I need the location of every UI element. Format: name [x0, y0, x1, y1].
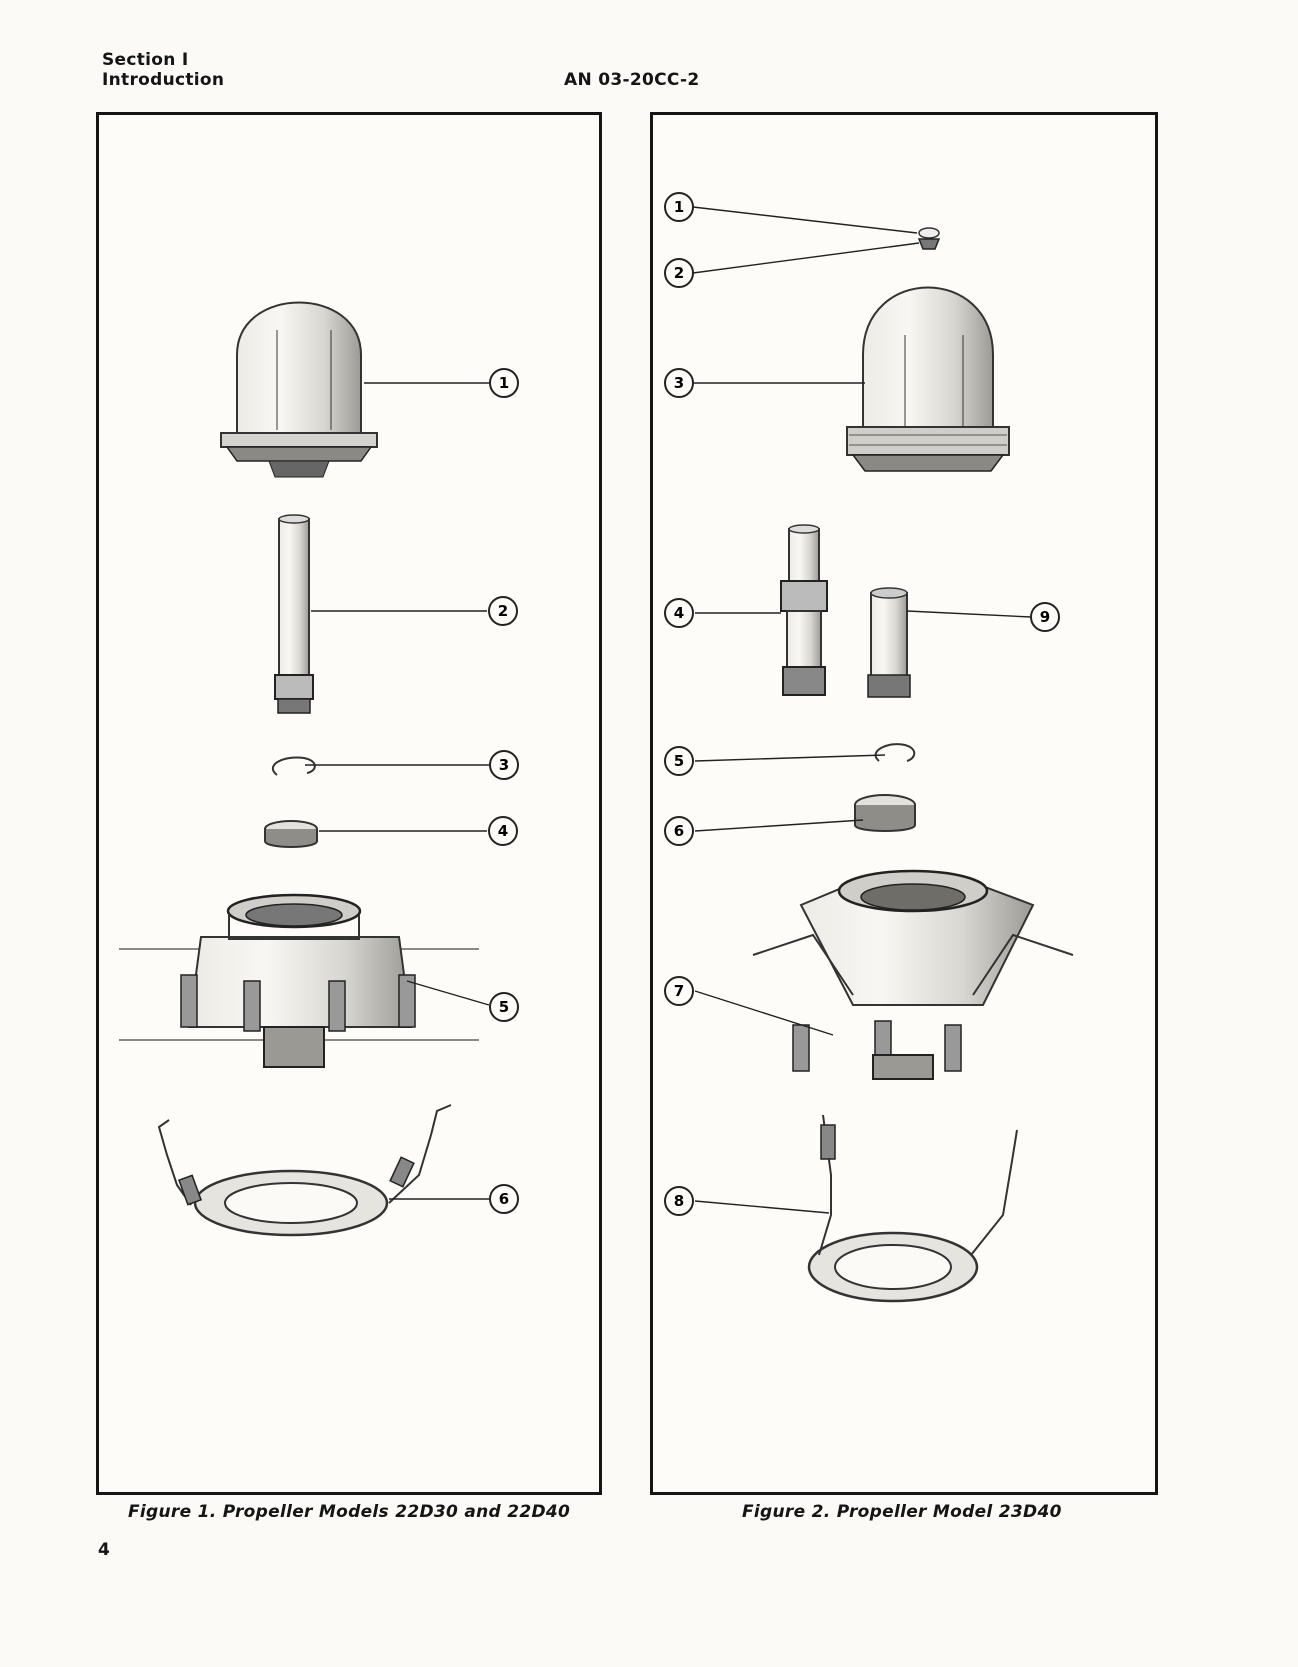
snap-ring-icon: [876, 744, 915, 761]
subsection-label: Introduction: [102, 70, 225, 90]
plug-icon: [919, 228, 939, 238]
section-heading: [102, 50, 224, 90]
callout-4-label: 4: [673, 604, 685, 622]
figure-2-frame: [650, 112, 1158, 1495]
callout-5-label: 5: [673, 752, 685, 770]
document-number: AN 03-20CC-2: [564, 70, 700, 90]
figure-1-illustration: [99, 115, 599, 1492]
callout-6-label: 6: [673, 822, 685, 840]
callout-7-label: 7: [673, 982, 685, 1000]
nut-icon: [855, 795, 915, 831]
figure-1-frame: [96, 112, 602, 1495]
callout-8-label: 8: [673, 1192, 685, 1210]
callout-4-label: 4: [497, 822, 509, 840]
sleeve-icon: [868, 588, 910, 697]
callout-2-label: 2: [673, 264, 685, 282]
callout-3-label: 3: [673, 374, 685, 392]
dome-icon: [847, 288, 1009, 472]
ring-bracket-icon: [159, 1105, 451, 1235]
dome-icon: [221, 303, 377, 478]
nut-icon: [265, 821, 317, 847]
figure-1-caption: Figure 1. Propeller Models 22D30 and 22D40: [128, 1502, 571, 1522]
callout-1-label: 1: [498, 374, 510, 392]
tube-icon: [275, 515, 313, 713]
callout-6-label: 6: [498, 1190, 510, 1208]
section-label: Section I: [102, 50, 189, 70]
callout-2-label: 2: [497, 602, 509, 620]
snap-ring-icon: [273, 757, 315, 775]
page-number: 4: [98, 1540, 110, 1560]
callout-9-label: 9: [1039, 608, 1051, 626]
callout-1-label: 1: [673, 198, 685, 216]
figure-2-illustration: [653, 115, 1155, 1492]
hub-icon: [119, 895, 479, 1067]
hub-icon: [753, 871, 1073, 1079]
plug-base-icon: [919, 239, 939, 249]
ring-bracket-icon: [809, 1115, 1017, 1301]
tube-icon: [781, 525, 827, 695]
callout-5-label: 5: [498, 998, 510, 1016]
figure-2-caption: Figure 2. Propeller Model 23D40: [742, 1502, 1062, 1522]
callout-3-label: 3: [498, 756, 510, 774]
